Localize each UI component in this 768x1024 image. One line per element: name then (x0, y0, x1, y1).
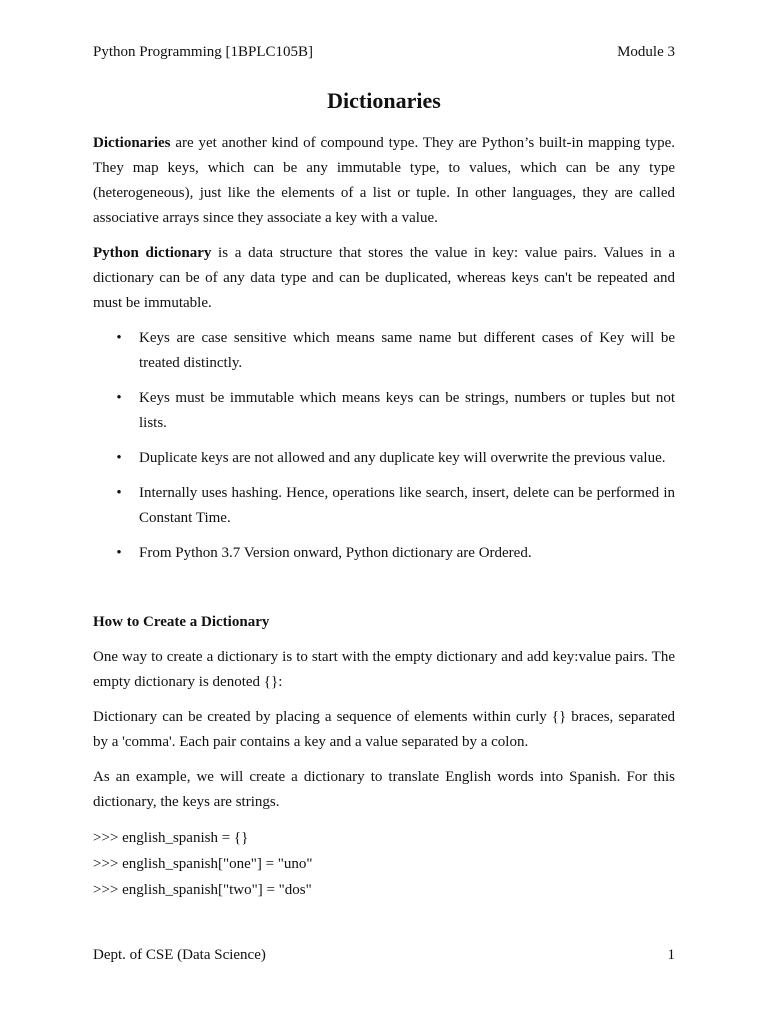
page-number: 1 (667, 947, 675, 963)
section-paragraph: As an example, we will create a dictionary to translate English words into Spanish. For this dictionary, the keys are strings. (93, 769, 675, 810)
document-body (93, 131, 675, 903)
definition-text: is a data structure that stores the value in key: value pairs. Values in a dictionary can be of any data type and can be duplicated, whereas keys can't be repeated and must be immutable. (93, 245, 675, 311)
list-item (93, 446, 675, 471)
list-item (93, 481, 675, 531)
running-footer (93, 945, 675, 965)
definition-term: Python dictionary (93, 245, 212, 261)
page-title: Dictionaries (327, 88, 441, 113)
section-heading: How to Create a Dictionary (93, 614, 270, 630)
section-paragraph: Dictionary can be created by placing a sequence of elements within curly {} braces, separated by a 'comma'. Each pair contains a key and a value separated by a colon. (93, 709, 675, 750)
footer-department: Dept. of CSE (Data Science) (93, 947, 266, 963)
bullet-icon: • (116, 485, 122, 501)
bullet-icon: • (116, 390, 122, 406)
section-paragraph: One way to create a dictionary is to start with the empty dictionary and add key:value pairs. The empty dictionary is denoted {}: (93, 649, 675, 690)
code-example (93, 825, 675, 903)
code-line: >>> english_spanish = {} (93, 830, 249, 846)
list-item-text: From Python 3.7 Version onward, Python dictionary are Ordered. (139, 545, 532, 561)
running-header (93, 42, 675, 62)
code-line: >>> english_spanish["one"] = "uno" (93, 856, 313, 872)
list-item (93, 326, 675, 376)
intro-paragraph (93, 131, 675, 231)
list-item-text: Keys must be immutable which means keys can be strings, numbers or tuples but not lists. (139, 390, 675, 431)
document-page (93, 0, 675, 1024)
definition-paragraph (93, 241, 675, 316)
list-item-text: Duplicate keys are not allowed and any duplicate key will overwrite the previous value. (139, 450, 666, 466)
bullet-icon: • (116, 330, 122, 346)
list-item-text: Keys are case sensitive which means same name but different cases of Key will be treated distinctly. (139, 330, 675, 371)
intro-text: are yet another kind of compound type. They are Python’s built-in mapping type. They map keys, which can be any immutable type, to values, which can be any type (heterogeneous), just like the elements of a list or tuple. In other languages, they are called associative arrays since they associate a key with a value. (93, 135, 675, 226)
list-item (93, 541, 675, 566)
code-line: >>> english_spanish["two"] = "dos" (93, 882, 312, 898)
bullet-icon: • (116, 545, 122, 561)
key-properties-list (93, 326, 675, 566)
header-module-label: Module 3 (617, 44, 675, 60)
bullet-icon: • (116, 450, 122, 466)
header-course-title: Python Programming [1BPLC105B] (93, 44, 314, 60)
intro-term: Dictionaries (93, 135, 171, 151)
list-item-text: Internally uses hashing. Hence, operations like search, insert, delete can be performed in Constant Time. (139, 485, 675, 526)
list-item (93, 386, 675, 436)
